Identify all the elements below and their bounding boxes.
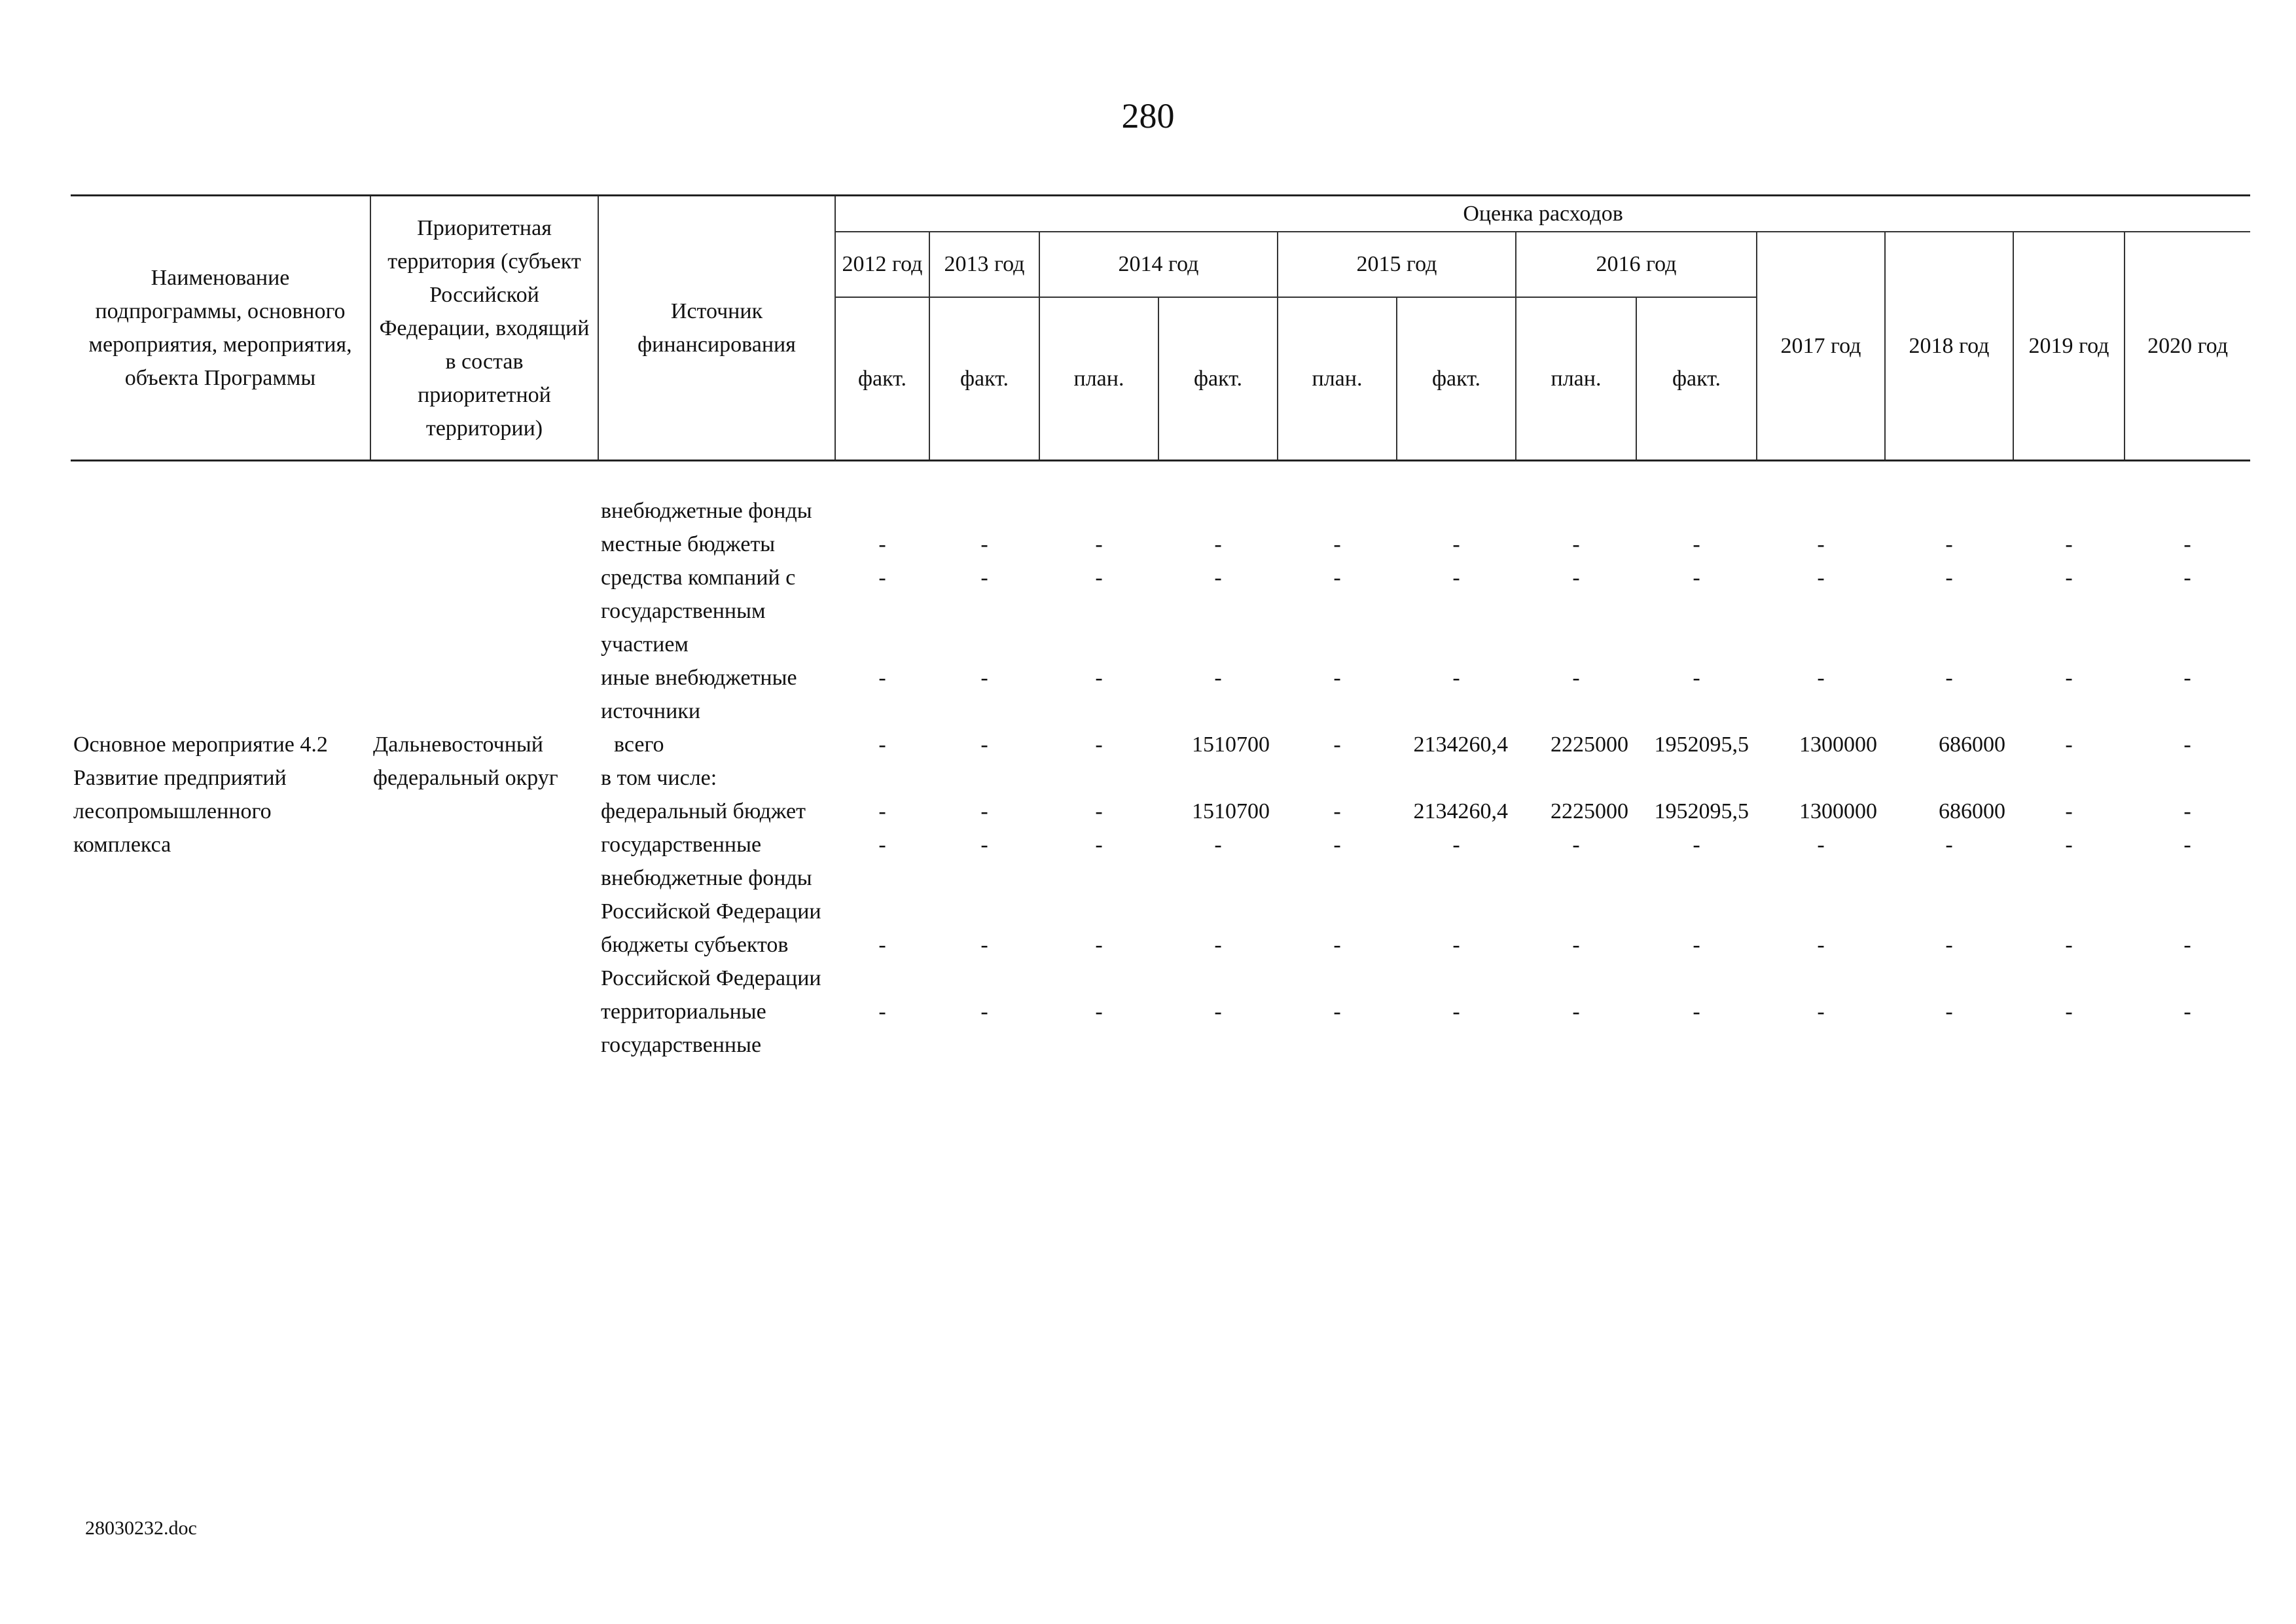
header-2012-fact: факт. (835, 297, 929, 461)
funding-source: местные бюджеты (601, 532, 776, 556)
value-cell (1757, 761, 1885, 795)
value-cell: - (1693, 566, 1700, 590)
header-year-2015: 2015 год (1278, 232, 1516, 297)
value-cell: 1510700 (1192, 732, 1270, 757)
value-cell: 1300000 (1799, 799, 1877, 823)
value-cell (1636, 494, 1757, 528)
value-cell: - (2183, 799, 2191, 823)
header-estimate: Оценка расходов (835, 196, 2250, 232)
value-cell: - (878, 566, 886, 590)
header-year-2020: 2020 год (2125, 232, 2250, 461)
funding-source: в том числе: (601, 766, 717, 790)
header-2014-plan: план. (1039, 297, 1158, 461)
value-cell (1278, 494, 1397, 528)
value-cell: - (1693, 532, 1700, 556)
value-cell: - (2183, 566, 2191, 590)
measure-name: Основное мероприятие 4.2 Развитие предприятий лесопромышленного комплекса (73, 732, 328, 857)
funding-source: бюджеты субъектов Российской Федерации (601, 933, 821, 990)
header-2015-plan: план. (1278, 297, 1397, 461)
value-cell (1757, 494, 1885, 528)
value-cell: - (2065, 566, 2073, 590)
value-cell: - (2183, 933, 2191, 957)
value-cell: - (2183, 732, 2191, 757)
value-cell (1158, 761, 1278, 795)
value-cell: - (1452, 566, 1460, 590)
value-cell: - (1572, 833, 1580, 857)
funding-source: иные внебюджетные источники (601, 666, 797, 723)
value-cell (1885, 494, 2013, 528)
value-cell: - (1817, 532, 1825, 556)
value-cell: - (980, 799, 988, 823)
value-cell: - (1945, 1000, 1953, 1024)
value-cell: - (1817, 666, 1825, 690)
value-cell: - (1214, 532, 1222, 556)
value-cell (1636, 761, 1757, 795)
value-cell: - (1817, 1000, 1825, 1024)
value-cell: - (980, 566, 988, 590)
funding-source: средства компаний с государственным участием (601, 566, 796, 657)
value-cell (2125, 494, 2250, 528)
value-cell: 1510700 (1192, 799, 1270, 823)
value-cell: - (1817, 833, 1825, 857)
header-year-2018: 2018 год (1885, 232, 2013, 461)
value-cell: - (980, 833, 988, 857)
value-cell: - (1817, 566, 1825, 590)
value-cell: - (2065, 732, 2073, 757)
value-cell: - (980, 666, 988, 690)
value-cell (1039, 761, 1158, 795)
table-row (71, 728, 2250, 761)
value-cell: - (2065, 933, 2073, 957)
value-cell: - (1095, 1000, 1103, 1024)
value-cell: - (2183, 1000, 2191, 1024)
value-cell: - (1945, 933, 1953, 957)
value-cell: - (2065, 799, 2073, 823)
value-cell (929, 761, 1039, 795)
table-row (71, 494, 2250, 528)
value-cell: - (1452, 666, 1460, 690)
value-cell: - (1214, 1000, 1222, 1024)
file-label: 28030232.doc (85, 1517, 197, 1539)
value-cell: - (1095, 532, 1103, 556)
value-cell: - (2065, 666, 2073, 690)
value-cell (1516, 761, 1636, 795)
value-cell: - (1572, 566, 1580, 590)
value-cell: - (1572, 666, 1580, 690)
value-cell: - (878, 833, 886, 857)
value-cell (1278, 761, 1397, 795)
value-cell: - (1095, 933, 1103, 957)
measure-territory: Дальневосточный федеральный округ (373, 732, 558, 790)
value-cell (1158, 494, 1278, 528)
value-cell: 1952095,5 (1654, 799, 1749, 823)
value-cell: 686000 (1939, 732, 2005, 757)
value-cell: - (1693, 833, 1700, 857)
header-year-2012: 2012 год (835, 232, 929, 297)
value-cell: - (878, 933, 886, 957)
funding-source: федеральный бюджет (601, 799, 806, 823)
table-body (71, 461, 2250, 1062)
value-cell: - (1214, 833, 1222, 857)
value-cell (1516, 494, 1636, 528)
value-cell (2125, 761, 2250, 795)
value-cell: - (980, 933, 988, 957)
value-cell: - (878, 532, 886, 556)
value-cell: 2134260,4 (1413, 799, 1508, 823)
value-cell: 1300000 (1799, 732, 1877, 757)
value-cell: - (1333, 532, 1341, 556)
value-cell: - (878, 666, 886, 690)
value-cell: - (1333, 799, 1341, 823)
value-cell: 1952095,5 (1654, 732, 1749, 757)
value-cell: - (2065, 833, 2073, 857)
value-cell: - (1693, 1000, 1700, 1024)
value-cell: - (878, 732, 886, 757)
value-cell: - (1572, 532, 1580, 556)
header-2016-plan: план. (1516, 297, 1636, 461)
funding-source: всего (614, 732, 664, 757)
value-cell: 2225000 (1551, 732, 1628, 757)
value-cell: - (980, 532, 988, 556)
value-cell: 2225000 (1551, 799, 1628, 823)
value-cell: - (1817, 933, 1825, 957)
value-cell: - (1095, 666, 1103, 690)
header-year-2017: 2017 год (1757, 232, 1885, 461)
value-cell: 2134260,4 (1413, 732, 1508, 757)
value-cell: - (1572, 933, 1580, 957)
value-cell: - (1214, 666, 1222, 690)
funding-source: внебюджетные фонды (601, 499, 812, 523)
value-cell: - (1572, 1000, 1580, 1024)
header-year-2013: 2013 год (929, 232, 1039, 297)
value-cell (835, 494, 929, 528)
value-cell: 686000 (1939, 799, 2005, 823)
table-header (71, 196, 2250, 461)
header-name: Наименование подпрограммы, основного мероприятия, мероприятия, объекта Программы (71, 196, 370, 461)
funding-source: государственные внебюджетные фонды Российской Федерации (601, 833, 821, 924)
value-cell (1039, 494, 1158, 528)
value-cell: - (1945, 566, 1953, 590)
value-cell: - (1095, 732, 1103, 757)
value-cell: - (1945, 833, 1953, 857)
value-cell (2013, 494, 2125, 528)
value-cell (929, 494, 1039, 528)
value-cell: - (2183, 532, 2191, 556)
value-cell: - (1452, 532, 1460, 556)
funding-source: территориальные государственные (601, 1000, 766, 1057)
value-cell: - (1095, 799, 1103, 823)
header-year-2014: 2014 год (1039, 232, 1278, 297)
value-cell: - (1333, 833, 1341, 857)
value-cell: - (1693, 666, 1700, 690)
value-cell (1397, 761, 1516, 795)
value-cell: - (980, 732, 988, 757)
header-2016-fact: факт. (1636, 297, 1757, 461)
value-cell: - (1333, 666, 1341, 690)
expenditure-table (71, 194, 2250, 1062)
value-cell: - (1693, 933, 1700, 957)
value-cell: - (1945, 532, 1953, 556)
value-cell: - (1214, 566, 1222, 590)
value-cell: - (2065, 532, 2073, 556)
value-cell: - (1333, 566, 1341, 590)
value-cell: - (1214, 933, 1222, 957)
header-year-2016: 2016 год (1516, 232, 1757, 297)
value-cell (835, 761, 929, 795)
value-cell: - (878, 799, 886, 823)
value-cell: - (980, 1000, 988, 1024)
header-2014-fact: факт. (1158, 297, 1278, 461)
value-cell (2013, 761, 2125, 795)
page-number: 280 (1121, 96, 1175, 135)
value-cell: - (1333, 933, 1341, 957)
empty-cell (71, 494, 598, 728)
header-2015-fact: факт. (1397, 297, 1516, 461)
value-cell: - (1095, 566, 1103, 590)
value-cell: - (878, 1000, 886, 1024)
header-2013-fact: факт. (929, 297, 1039, 461)
value-cell (1885, 761, 2013, 795)
value-cell: - (1945, 666, 1953, 690)
header-source: Источник финансирования (598, 196, 835, 461)
header-territory: Приоритетная территория (субъект Российской Федерации, входящий в состав приоритетной территории) (370, 196, 598, 461)
value-cell: - (2183, 833, 2191, 857)
value-cell: - (2065, 1000, 2073, 1024)
header-year-2019: 2019 год (2013, 232, 2125, 461)
value-cell: - (1095, 833, 1103, 857)
value-cell: - (1452, 1000, 1460, 1024)
value-cell: - (1452, 833, 1460, 857)
value-cell (1397, 494, 1516, 528)
value-cell: - (1333, 732, 1341, 757)
value-cell: - (1333, 1000, 1341, 1024)
value-cell: - (1452, 933, 1460, 957)
value-cell: - (2183, 666, 2191, 690)
